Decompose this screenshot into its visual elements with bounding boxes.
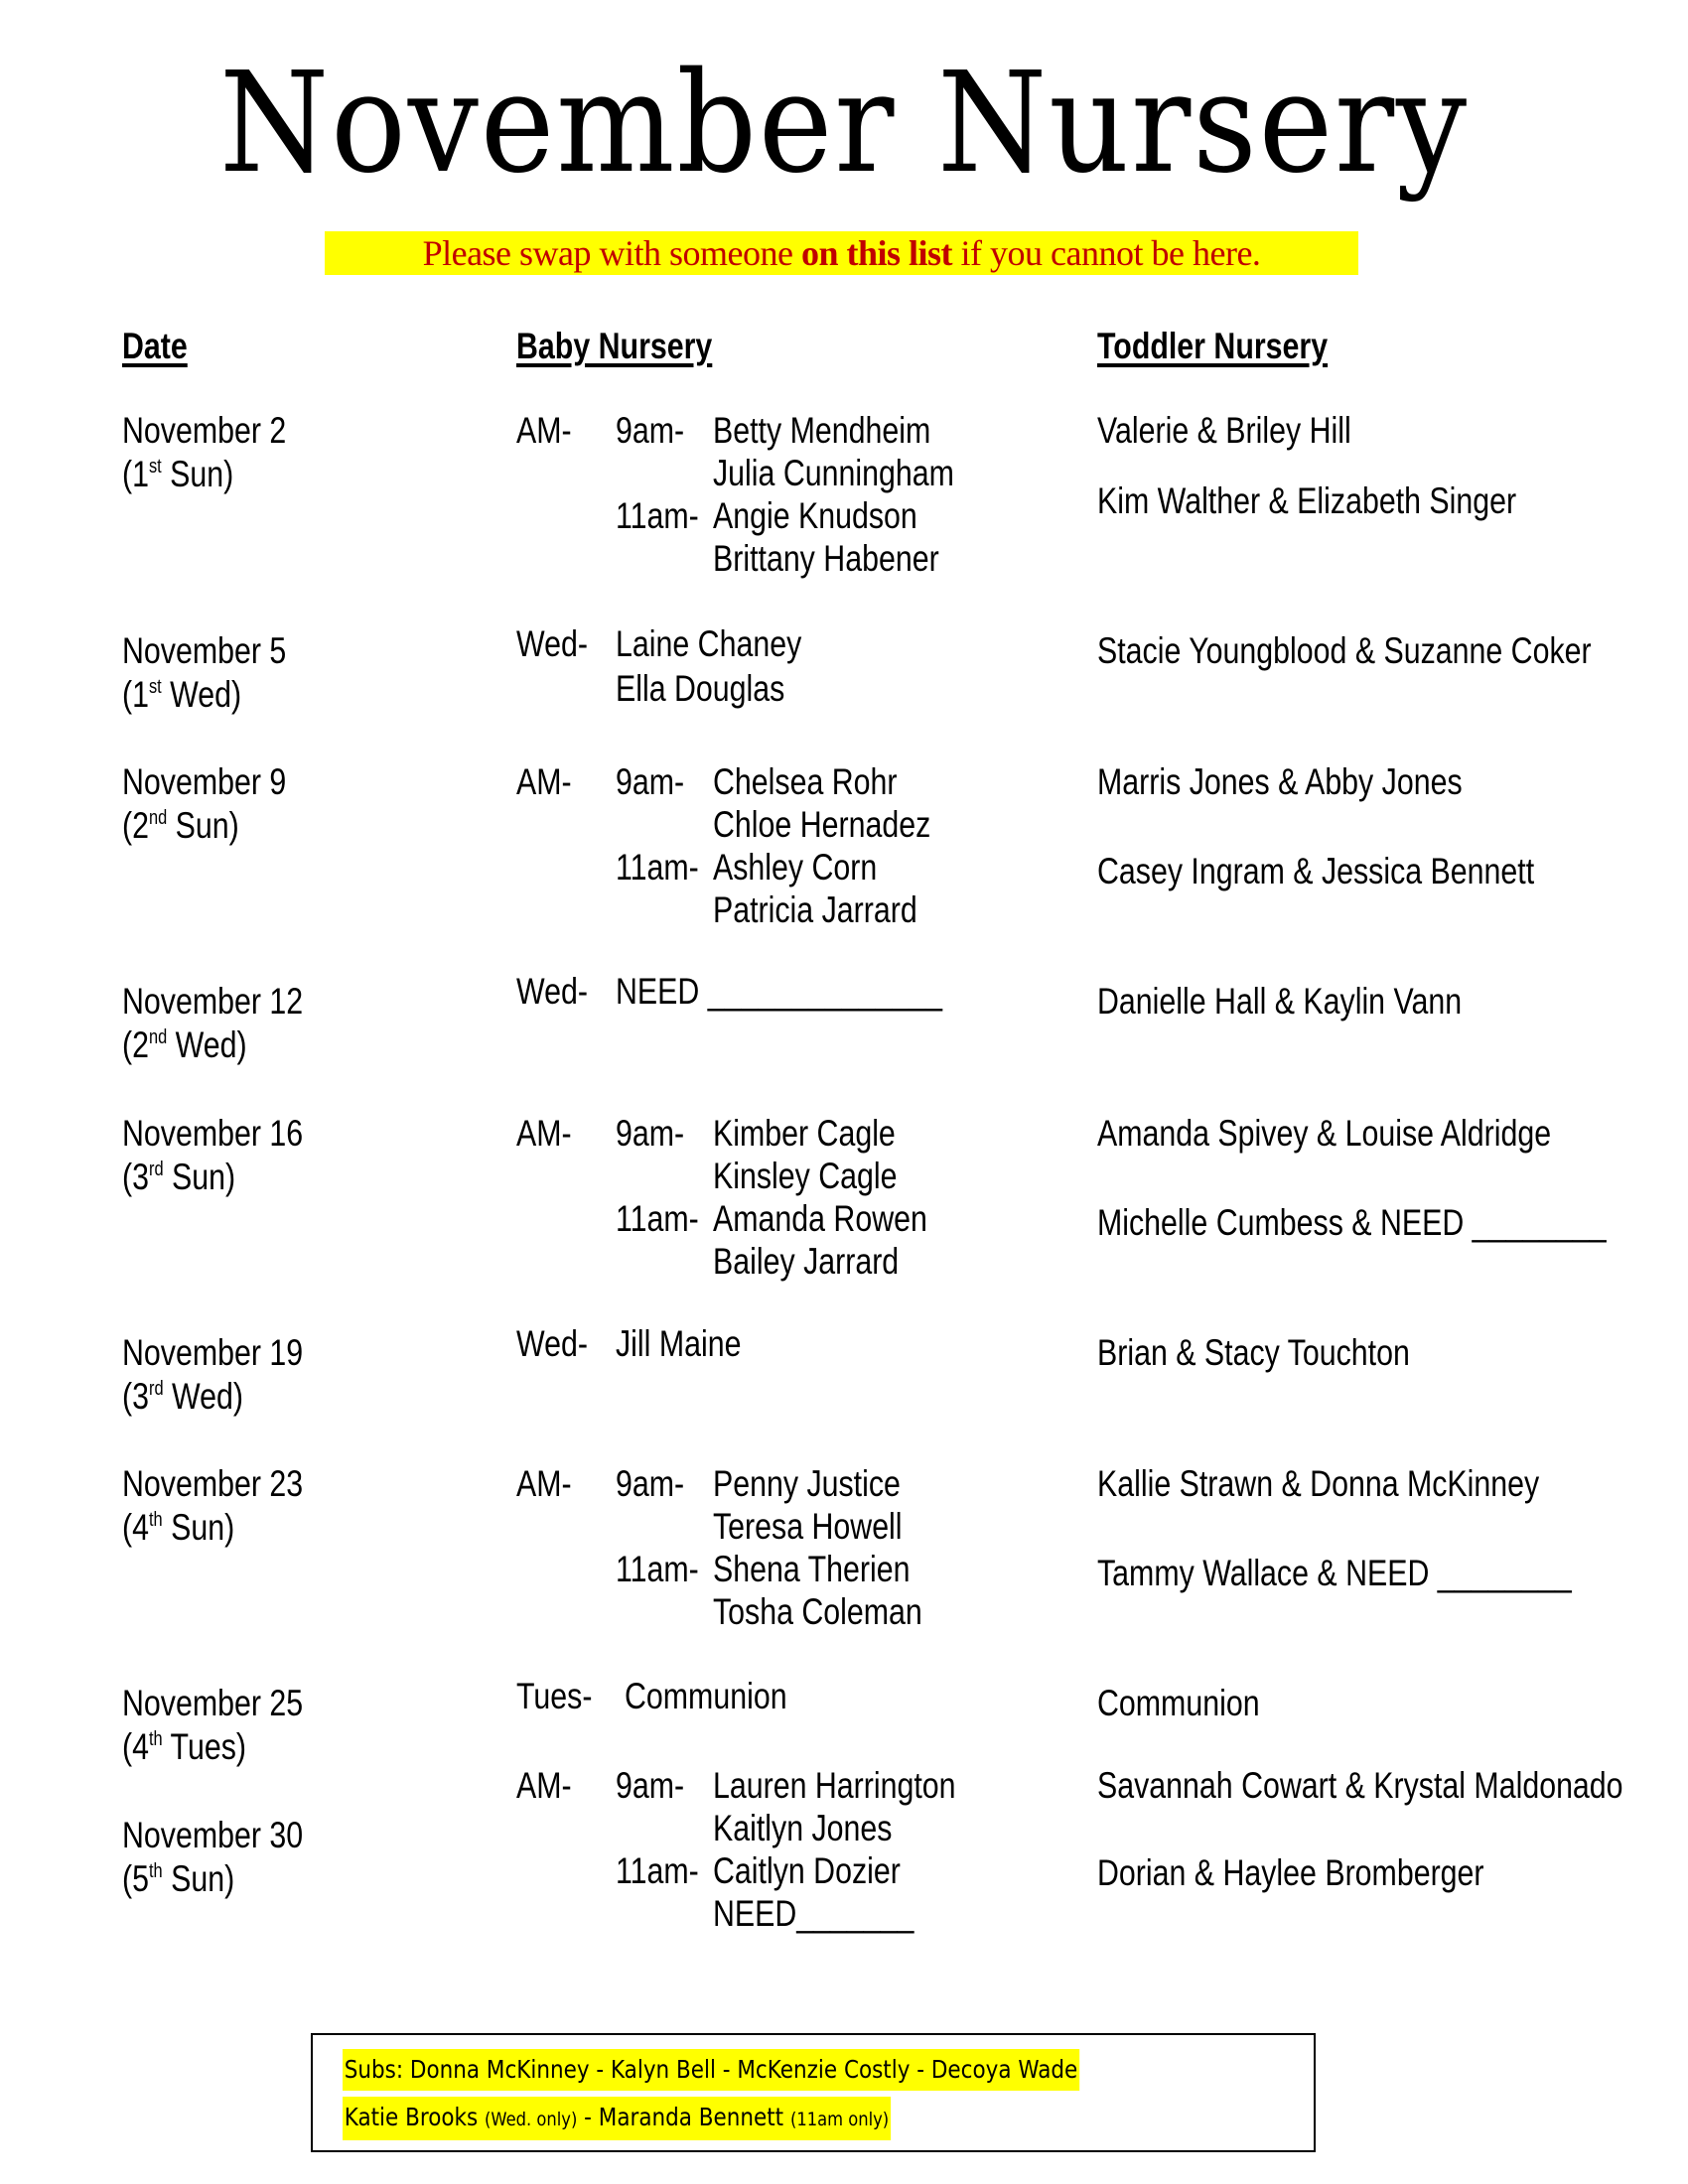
baby-time-label: 9am- bbox=[616, 761, 685, 802]
sub-name: - Maranda Bennett bbox=[577, 2103, 790, 2131]
ordinal-suffix: th bbox=[148, 1860, 163, 1882]
ordinal-suffix: nd bbox=[148, 807, 168, 829]
date-ordinal bbox=[122, 1378, 243, 1415]
ordinal-number: (2 bbox=[122, 805, 149, 846]
baby-session-label: AM- bbox=[516, 1765, 572, 1806]
header-date: Date bbox=[122, 326, 188, 366]
baby-volunteer: Julia Cunningham bbox=[713, 453, 954, 493]
subs-box bbox=[311, 2033, 1316, 2152]
baby-session-label: Wed- bbox=[516, 623, 588, 664]
baby-volunteer: Betty Mendheim bbox=[713, 410, 931, 451]
baby-volunteer: Jill Maine bbox=[616, 1323, 742, 1364]
baby-session-label: Wed- bbox=[516, 1323, 588, 1364]
date-ordinal bbox=[122, 1728, 246, 1765]
baby-volunteer: Shena Therien bbox=[713, 1549, 911, 1589]
subs-line-1: Subs: Donna McKinney - Kalyn Bell - McKenzie Costly - Decoya Wade bbox=[343, 2049, 1079, 2091]
baby-volunteer: Chloe Hernadez bbox=[713, 804, 931, 845]
ordinal-suffix: st bbox=[148, 676, 162, 698]
toddler-volunteers: Kim Walther & Elizabeth Singer bbox=[1097, 480, 1517, 521]
ordinal-suffix: nd bbox=[148, 1026, 168, 1048]
ordinal-day: Wed) bbox=[167, 1024, 247, 1065]
date-label: November 9 bbox=[122, 761, 287, 802]
sub-name: Katie Brooks bbox=[344, 2103, 486, 2131]
ordinal-number: (1 bbox=[122, 674, 149, 715]
baby-volunteer: Amanda Rowen bbox=[713, 1198, 927, 1239]
baby-session-label: Wed- bbox=[516, 971, 588, 1012]
baby-session-label: AM- bbox=[516, 1463, 572, 1504]
toddler-volunteers: Dorian & Haylee Bromberger bbox=[1097, 1852, 1484, 1893]
baby-volunteer: Kimber Cagle bbox=[713, 1113, 896, 1154]
ordinal-number: (3 bbox=[122, 1157, 149, 1197]
date-ordinal bbox=[122, 676, 241, 713]
ordinal-suffix: rd bbox=[148, 1378, 164, 1400]
baby-volunteer: Lauren Harrington bbox=[713, 1765, 956, 1806]
swap-notice-text: Please swap with someone bbox=[422, 233, 801, 273]
baby-time-label: 11am- bbox=[616, 1850, 699, 1891]
baby-time-label: 11am- bbox=[616, 847, 699, 887]
toddler-volunteers: Michelle Cumbess & NEED ________ bbox=[1097, 1202, 1607, 1243]
toddler-volunteers: Amanda Spivey & Louise Aldridge bbox=[1097, 1113, 1552, 1154]
baby-time-label: 11am- bbox=[616, 495, 699, 536]
date-ordinal bbox=[122, 1509, 234, 1546]
page-title: November Nursery bbox=[219, 43, 1469, 205]
ordinal-number: (3 bbox=[122, 1376, 149, 1417]
baby-time-label: 9am- bbox=[616, 410, 685, 451]
date-label: November 19 bbox=[122, 1332, 304, 1373]
ordinal-day: Wed) bbox=[161, 674, 242, 715]
toddler-volunteers: Tammy Wallace & NEED ________ bbox=[1097, 1553, 1572, 1593]
ordinal-day: Sun) bbox=[163, 1157, 236, 1197]
subs-line-2 bbox=[343, 2097, 891, 2140]
toddler-volunteers: Valerie & Briley Hill bbox=[1097, 410, 1351, 451]
ordinal-suffix: th bbox=[148, 1509, 163, 1531]
date-ordinal bbox=[122, 1026, 247, 1063]
date-ordinal bbox=[122, 1159, 235, 1195]
baby-volunteer: Ella Douglas bbox=[616, 668, 785, 709]
toddler-volunteers: Marris Jones & Abby Jones bbox=[1097, 761, 1463, 802]
ordinal-day: Tues) bbox=[162, 1726, 246, 1767]
ordinal-day: Wed) bbox=[163, 1376, 243, 1417]
baby-volunteer: Laine Chaney bbox=[616, 623, 802, 664]
baby-session-label: AM- bbox=[516, 761, 572, 802]
baby-volunteer: Patricia Jarrard bbox=[713, 889, 917, 930]
toddler-volunteers: Casey Ingram & Jessica Bennett bbox=[1097, 851, 1535, 891]
baby-time-label: 11am- bbox=[616, 1198, 699, 1239]
ordinal-number: (4 bbox=[122, 1507, 149, 1548]
baby-volunteer: Angie Knudson bbox=[713, 495, 917, 536]
baby-session-label: Tues- bbox=[516, 1676, 593, 1716]
baby-volunteer: Ashley Corn bbox=[713, 847, 878, 887]
date-label: November 12 bbox=[122, 981, 304, 1022]
ordinal-number: (5 bbox=[122, 1858, 149, 1899]
sub-note: (11am only) bbox=[789, 2109, 890, 2130]
baby-session-label: AM- bbox=[516, 1113, 572, 1154]
ordinal-day: Sun) bbox=[162, 1507, 235, 1548]
toddler-volunteers: Danielle Hall & Kaylin Vann bbox=[1097, 981, 1463, 1022]
baby-time-label: 9am- bbox=[616, 1113, 685, 1154]
date-ordinal bbox=[122, 1860, 234, 1897]
baby-volunteer: Tosha Coleman bbox=[713, 1591, 922, 1632]
date-label: November 16 bbox=[122, 1113, 304, 1154]
baby-volunteer: Teresa Howell bbox=[713, 1506, 903, 1547]
date-label: November 30 bbox=[122, 1815, 304, 1855]
baby-time-label: 9am- bbox=[616, 1463, 685, 1504]
baby-volunteer: Penny Justice bbox=[713, 1463, 901, 1504]
ordinal-day: Sun) bbox=[162, 1858, 235, 1899]
ordinal-suffix: st bbox=[148, 456, 162, 478]
swap-notice-highlight bbox=[325, 231, 1358, 275]
date-ordinal bbox=[122, 807, 239, 844]
swap-notice bbox=[325, 231, 1358, 275]
ordinal-suffix: rd bbox=[148, 1159, 164, 1180]
date-ordinal bbox=[122, 456, 233, 492]
date-label: November 2 bbox=[122, 410, 287, 451]
header-toddler-nursery: Toddler Nursery bbox=[1097, 326, 1329, 366]
swap-notice-text-end: if you cannot be here. bbox=[952, 233, 1261, 273]
header-baby-nursery: Baby Nursery bbox=[516, 326, 713, 366]
date-label: November 5 bbox=[122, 630, 287, 671]
baby-time-label: 9am- bbox=[616, 1765, 685, 1806]
ordinal-number: (1 bbox=[122, 454, 149, 494]
swap-notice-emphasis: on this list bbox=[801, 233, 953, 273]
toddler-volunteers: Brian & Stacy Touchton bbox=[1097, 1332, 1410, 1373]
toddler-volunteers: Savannah Cowart & Krystal Maldonado bbox=[1097, 1765, 1623, 1806]
baby-volunteer: Brittany Habener bbox=[713, 538, 939, 579]
baby-volunteer: Chelsea Rohr bbox=[713, 761, 898, 802]
baby-volunteer: Kinsley Cagle bbox=[713, 1156, 898, 1196]
ordinal-day: Sun) bbox=[161, 454, 234, 494]
baby-volunteer: Communion bbox=[625, 1676, 787, 1716]
toddler-volunteers: Kallie Strawn & Donna McKinney bbox=[1097, 1463, 1540, 1504]
date-label: November 23 bbox=[122, 1463, 304, 1504]
ordinal-number: (2 bbox=[122, 1024, 149, 1065]
baby-volunteer: NEED_______ bbox=[713, 1893, 914, 1934]
ordinal-suffix: th bbox=[148, 1728, 163, 1750]
baby-time-label: 11am- bbox=[616, 1549, 699, 1589]
baby-volunteer: NEED ______________ bbox=[616, 971, 942, 1012]
ordinal-day: Sun) bbox=[167, 805, 239, 846]
toddler-volunteers: Stacie Youngblood & Suzanne Coker bbox=[1097, 630, 1592, 671]
baby-volunteer: Kaitlyn Jones bbox=[713, 1808, 893, 1848]
baby-volunteer: Bailey Jarrard bbox=[713, 1241, 900, 1282]
toddler-volunteers: Communion bbox=[1097, 1683, 1260, 1723]
ordinal-number: (4 bbox=[122, 1726, 149, 1767]
date-label: November 25 bbox=[122, 1683, 304, 1723]
baby-session-label: AM- bbox=[516, 410, 572, 451]
baby-volunteer: Caitlyn Dozier bbox=[713, 1850, 901, 1891]
sub-note: (Wed. only) bbox=[485, 2109, 578, 2130]
